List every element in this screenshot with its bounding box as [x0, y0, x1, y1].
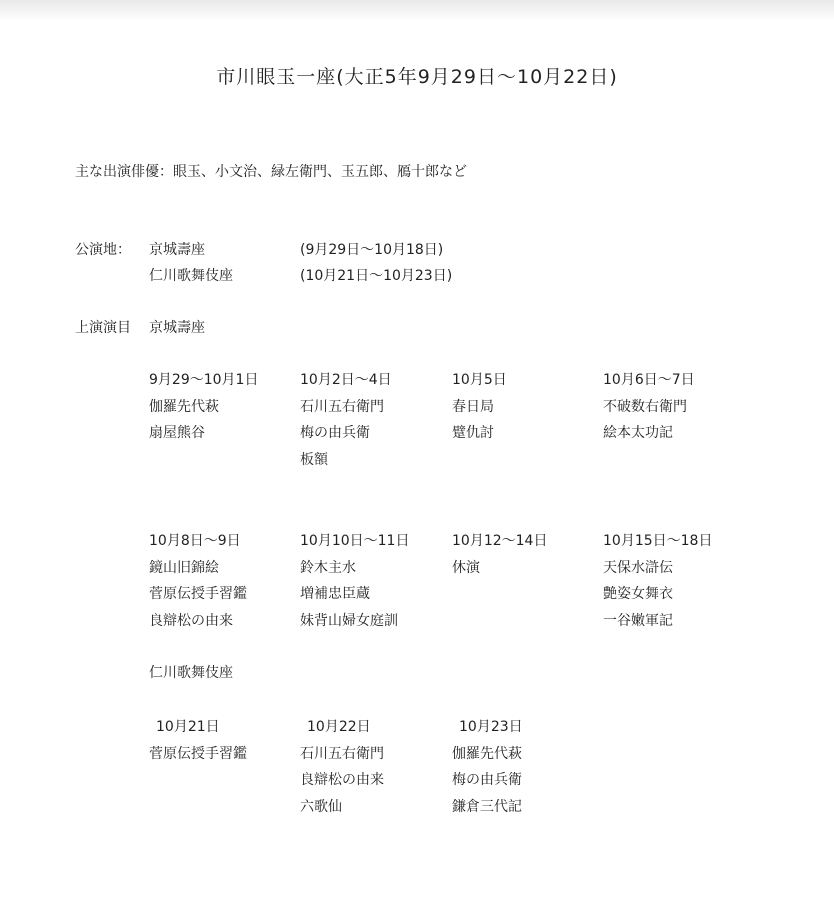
play-title: 鈴木主水 [300, 559, 356, 576]
play-title: 板額 [300, 451, 328, 468]
section-venue-keijo: 京城壽座 [149, 320, 205, 336]
play-title: 艶姿女舞衣 [603, 586, 673, 602]
schedule-block [149, 744, 247, 771]
play-title: 春日局 [452, 398, 494, 415]
schedule-block [300, 744, 384, 824]
schedule-block [149, 531, 247, 637]
schedule-date: 10月2日〜4日 [300, 372, 392, 388]
venue-dates-keijo: (9月29日〜10月18日) [300, 242, 444, 258]
schedule-block [307, 717, 371, 744]
play-title: 増補忠臣蔵 [300, 586, 370, 602]
schedule-date: 10月15日〜18日 [603, 533, 713, 549]
venues-label: 公演地： [75, 242, 131, 258]
page-title: 市川眼玉一座(大正5年9月29日〜10月22日) [216, 66, 618, 88]
play-title: 石川五右衛門 [300, 398, 384, 415]
schedule-block [452, 531, 547, 584]
play-title: 石川五右衛門 [300, 745, 384, 762]
schedule-date: 10月8日〜9日 [149, 533, 241, 549]
schedule-block [459, 717, 523, 744]
schedule-block [452, 744, 522, 824]
venue-dates-jinsen: (10月21日〜10月23日) [300, 268, 453, 284]
schedule-block [603, 370, 695, 450]
play-title: 天保水滸伝 [603, 559, 673, 576]
venue-name-keijo: 京城壽座 [149, 242, 205, 258]
schedule-block [300, 370, 392, 476]
cast-line: 主な出演俳優：眼玉、小文治、緑左衛門、玉五郎、鴈十郎など [75, 164, 467, 180]
play-title: 絵本太功記 [603, 425, 673, 441]
play-title: 一谷嫩軍記 [603, 612, 673, 629]
schedule-date: 10月21日 [156, 719, 220, 735]
play-title: 菅原伝授手習鑑 [149, 586, 247, 602]
play-title: 伽羅先代萩 [149, 398, 219, 415]
schedule-date: 10月10日〜11日 [300, 533, 410, 549]
schedule-date: 10月22日 [307, 719, 371, 735]
play-title: 妹背山婦女庭訓 [300, 612, 398, 629]
play-title: 六歌仙 [300, 798, 342, 815]
section-venue-jinsen: 仁川歌舞伎座 [149, 665, 233, 681]
schedule-date: 10月23日 [459, 719, 523, 735]
schedule-date: 9月29〜10月1日 [149, 372, 259, 388]
schedule-block [300, 531, 409, 637]
play-title: 鏡山旧錦絵 [149, 559, 219, 576]
play-title: 躄仇討 [452, 425, 494, 441]
schedule-block [452, 370, 507, 450]
schedule-block [149, 370, 258, 450]
play-title: 梅の由兵衛 [452, 772, 522, 788]
play-title: 伽羅先代萩 [452, 745, 522, 762]
play-title: 休演 [452, 559, 480, 576]
schedule-block [603, 531, 712, 637]
play-title: 良辯松の由来 [300, 772, 384, 788]
program-label: 上演演目 [75, 320, 131, 336]
schedule-date: 10月5日 [452, 372, 507, 388]
schedule-date: 10月6日〜7日 [603, 372, 695, 388]
venue-name-jinsen: 仁川歌舞伎座 [149, 268, 233, 284]
play-title: 扇屋熊谷 [149, 425, 205, 441]
play-title: 梅の由兵衛 [300, 425, 370, 441]
schedule-date: 10月12〜14日 [452, 533, 548, 549]
play-title: 良辯松の由来 [149, 612, 233, 629]
play-title: 不破数右衛門 [603, 398, 687, 415]
schedule-block [156, 717, 220, 744]
play-title: 鎌倉三代記 [452, 798, 522, 815]
play-title: 菅原伝授手習鑑 [149, 745, 247, 762]
